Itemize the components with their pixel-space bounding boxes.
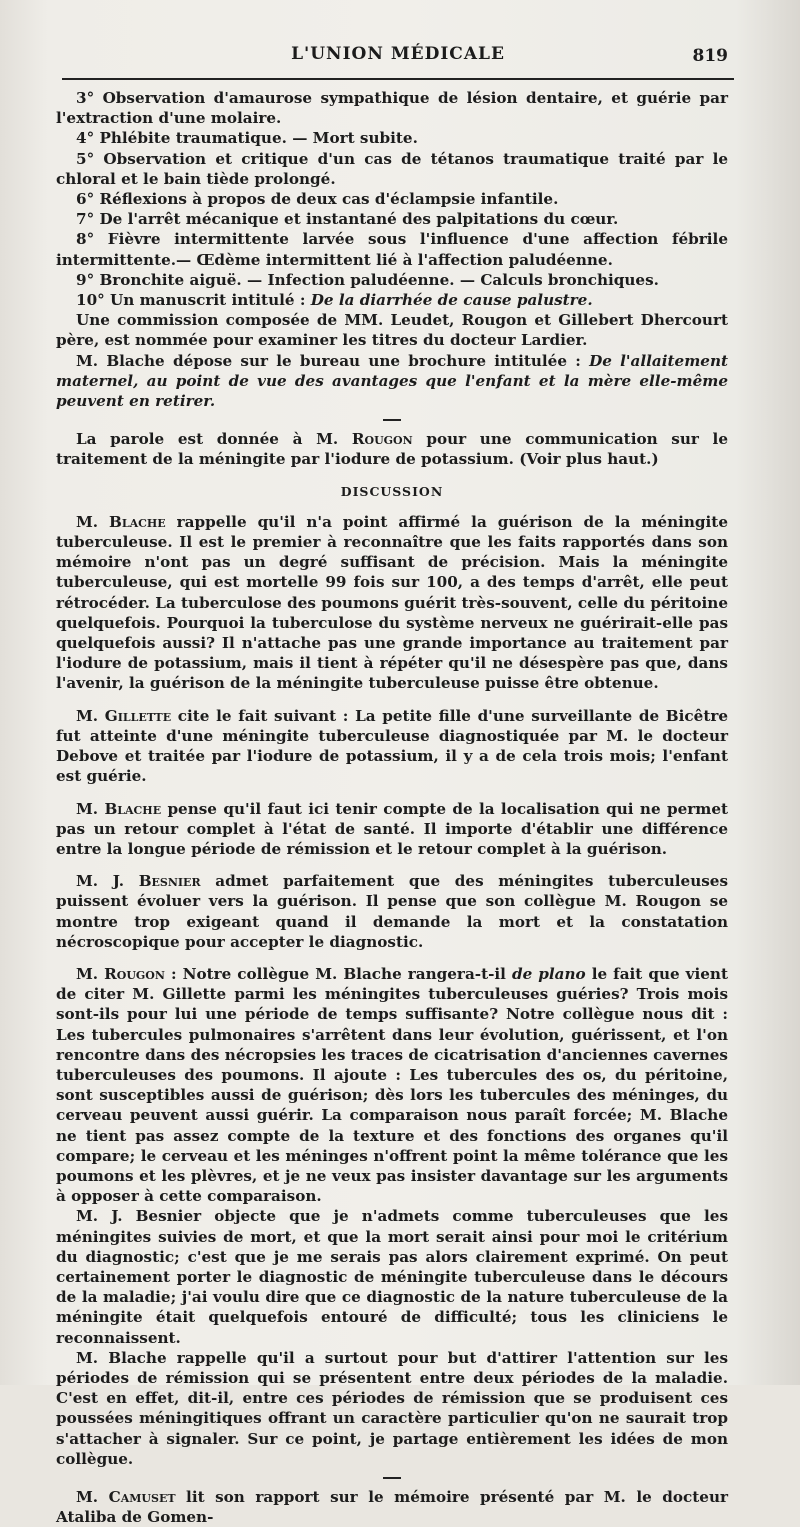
- item10-title: De la diarrhée de cause palustre.: [310, 291, 593, 310]
- list-item: 8° Fièvre intermittente larvée sous l'influence d'une affection fébrile intermittente.— Œdème intermittent lié à l'affection paludéenne.: [56, 230, 728, 269]
- section-dash: [383, 419, 401, 421]
- item10-text: 10° Un manuscrit intitulé :: [76, 291, 311, 310]
- speaker-name: M. Rougon: [76, 964, 165, 983]
- blache-final: M. Blache rappelle qu'il a surtout pour but d'attirer l'attention sur les périodes de rémission qui se présentent entre deux périodes de la maladie. C'est en effet, dit-il, entre ces périodes de rémission que se produisent ces poussées méningitiques offrant un caractère particulier qu'on ne saurait trop s'attacher à signaler. Sur ce point, je partage entièrement les idées de mon collègue.: [56, 1348, 728, 1468]
- list-item: 4° Phlébite traumatique. — Mort subite.: [76, 129, 418, 148]
- page-header: [60, 38, 736, 80]
- paragraph-gap: [56, 694, 728, 706]
- discussion-paragraph: [56, 706, 728, 787]
- paragraph-gap: [56, 787, 728, 799]
- section-dash: [383, 1477, 401, 1479]
- discussion-paragraph: [56, 871, 728, 952]
- list-item: 9° Bronchite aiguë. — Infection paludéenne. — Calculs bronchiques.: [76, 270, 659, 289]
- reply-text-before: : Notre collègue M. Blache rangera-t-il: [164, 964, 512, 983]
- discussion-paragraph: [56, 512, 728, 694]
- reply-text-after: le fait que vient de citer M. Gillette parmi les méningites tuberculeuses guéries? Trois mois sont-ils pour lui une période de temps suffisante? Notre collègue nous dit : Les tubercules pulmonaires s'arrêtent dans leur évolution, guérissent, et l'on rencontre dans des nécropsies les traces de cicatrisation d'anciennes cavernes tuberculeuses des poumons. Il ajoute : Les tubercules des os, du péritoine, sont susceptibles aussi de guérison; dès lors les tubercules des méninges, du cerveau peuvent aussi guérir. La comparaison nous paraît forcée; M. Blache ne tient pas assez compte de la texture et des fonctions des organes qu'il compare; le cerveau et les méninges n'offrent point la même tolérance que les poumons et les plèvres, et je ne veux pas insister davantage sur les arguments à opposer à cette comparaison.: [56, 964, 728, 1206]
- brochure-paragraph: [56, 351, 728, 412]
- camuset-text: lit son rapport sur le mémoire présenté par M. le docteur Ataliba de Gomen-: [56, 1488, 728, 1527]
- rougon-reply: [56, 964, 728, 1206]
- discussion-text: rappelle qu'il n'a point affirmé la guérison de la méningite tuberculeuse. Il est le premier à reconnaître que les faits rapportés dans son mémoire n'ont pas un degré suffisant de précision. Mais la méningite tuberculeuse, qui est mortelle 99 fois sur 100, a des temps d'arrêt, elle peut rétrocéder. La tuberculose des poumons guérit très-souvent, celle du péritoine quelquefois. Pourquoi la tuberculose du système nerveux ne guérirait-elle pas quelquefois aussi? Il n'attache pas une grande importance au traitement par l'iodure de potassium, mais il tient à répéter qu'il ne désespère pas que, dans l'avenir, la guérison de la méningite tuberculeuse puisse être obtenue.: [56, 512, 728, 693]
- list-item: 3° Observation d'amaurose sympathique de lésion dentaire, et guérie par l'extraction d'une molaire.: [56, 89, 728, 128]
- besnier-objection: M. J. Besnier objecte que je n'admets comme tuberculeuses que les méningites suivies de mort, et que la mort serait ainsi pour moi le critérium du diagnostic; c'est que je me serais pas alors clairement exprimé. On peut certainement porter le diagnostic de méningite tuberculeuse dans le décours de la maladie; j'ai voulu dire que ce diagnostic de la nature tuberculeuse de la méningite était quelquefois entouré de difficulté; tous les cliniciens le reconnaissent.: [56, 1207, 728, 1347]
- header-rule: [62, 78, 734, 80]
- speaker-name: M. Gillette: [76, 706, 172, 725]
- discussion-text: cite le fait suivant : La petite fille d'une surveillante de Bicêtre fut atteinte d'une méningite tuberculeuse diagnostiquée par M. le docteur Debove et traitée par l'iodure de potassium, il y a de cela trois mois; l'enfant est guérie.: [56, 706, 729, 786]
- discussion-text: pense qu'il faut ici tenir compte de la localisation qui ne permet pas un retour complet à l'état de santé. Il importe d'établir une différence entre la longue période de rémission et le retour complet à la guérison.: [56, 799, 728, 858]
- parole-before: La parole est donnée à M.: [76, 430, 352, 449]
- discussion-paragraph: [56, 799, 728, 860]
- list-item: 7° De l'arrêt mécanique et instantané des palpitations du cœur.: [76, 210, 619, 229]
- page-number: 819: [692, 46, 728, 66]
- camuset-paragraph: [56, 1487, 728, 1527]
- parole-after: pour une communication sur le traitement de la méningite par l'iodure de potassium. (Voir plus haut.): [56, 430, 728, 469]
- speaker-name: M. J. Besnier: [76, 872, 201, 891]
- parole-name: Rougon: [351, 430, 413, 449]
- discussion-text: admet parfaitement que des méningites tuberculeuses puissent évoluer vers la guérison. Il pense que son collègue M. Rougon se montre trop exigeant quand il demande la mort et la constatation nécroscopique pour accepter le diagnostic.: [56, 872, 728, 951]
- discussion-heading: DISCUSSION: [340, 483, 444, 499]
- list-item: 6° Réflexions à propos de deux cas d'éclampsie infantile.: [76, 190, 559, 209]
- page-body: [56, 88, 728, 1527]
- brochure-text: M. Blache dépose sur le bureau une brochure intitulée :: [76, 351, 590, 370]
- commission-paragraph: Une commission composée de MM. Leudet, Rougon et Gillebert Dhercourt père, est nommée pour examiner les titres du docteur Lardier.: [56, 311, 728, 350]
- paragraph-gap: [56, 859, 728, 871]
- list-item: 5° Observation et critique d'un cas de tétanos traumatique traité par le chloral et le bain tiède prolongé.: [56, 149, 728, 188]
- brochure-title: De l'allaitement maternel, au point de vue des avantages que l'enfant et la mère elle-même peuvent en retirer.: [56, 351, 728, 411]
- reply-italic: de plano: [511, 964, 586, 983]
- list-item-10: [56, 290, 728, 310]
- paragraph-gap: [56, 952, 728, 964]
- speaker-name: M. Camuset: [76, 1488, 176, 1506]
- speaker-name: M. Blache: [76, 512, 166, 531]
- running-title: L'UNION MÉDICALE: [291, 44, 505, 64]
- parole-paragraph: [56, 429, 728, 469]
- speaker-name: M. Blache: [76, 799, 162, 818]
